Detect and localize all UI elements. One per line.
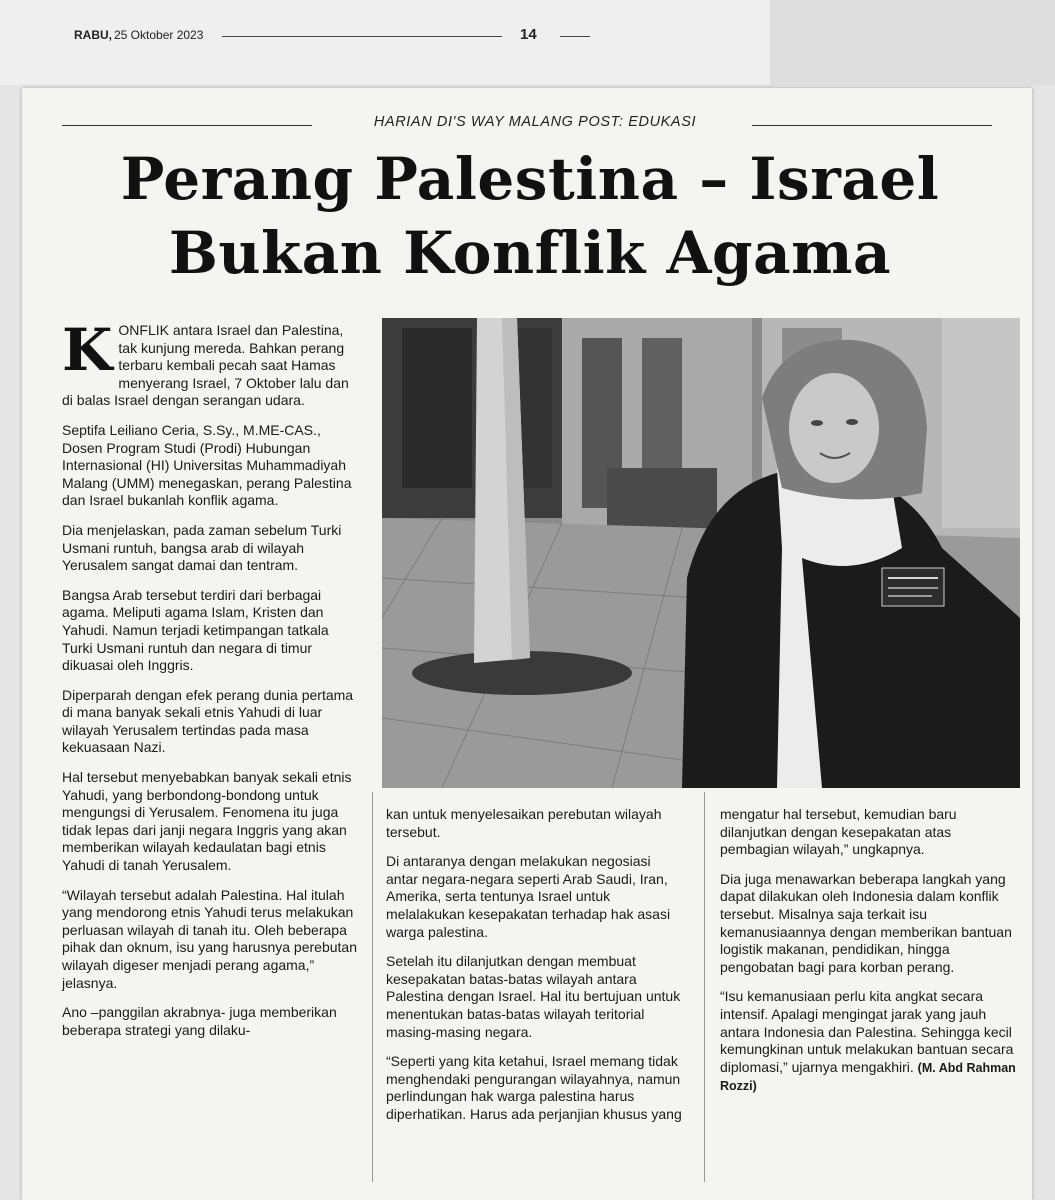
folio-rule-short <box>560 36 590 37</box>
paragraph: Hal tersebut menyebabkan banyak sekali etnis Yahudi, yang berbondong-bondong untuk mengungsi di Yerusalem. Fenomena itu juga tidak lepas dari janji negara Inggris yang akan memberikan wilayah kedaulatan bagi etnis Yahudi di tanah Yerusalem. <box>62 769 352 874</box>
paragraph: Di antaranya dengan melakukan negosiasi antar negara-negara seperti Arab Saudi, Iran, Amerika, serta tentunya Israel untuk melalakukan kesepakatan terhadap hak asasi warga palestina. <box>386 853 671 940</box>
rubric-rule-right <box>752 125 992 126</box>
headline-line-2: Bukan Konflik Agama <box>168 219 892 287</box>
paragraph: Ano –panggilan akrabnya- juga memberikan beberapa strategi yang dilaku- <box>62 1004 337 1038</box>
headline <box>60 142 1000 290</box>
paragraph: “Seperti yang kita ketahui, Israel memang tidak menghendaki pengurangan wilayahnya, namun perlindungan hak warga palestina harus diperhatikan. Harus ada perjanjian khusus yang <box>386 1053 682 1122</box>
drop-cap: K <box>62 316 113 384</box>
headline-line-1: Perang Palestina – Israel <box>120 145 940 213</box>
paragraph: Setelah itu dilanjutkan dengan membuat kesepakatan batas-batas wilayah antara Palestina dengan Israel. Hal itu bertujuan untuk menentukan batas-batas wilayah teritorial masing-masing negara. <box>386 953 681 1040</box>
article-column-1 <box>62 316 362 1051</box>
paragraph: “Wilayah tersebut adalah Palestina. Hal itulah yang mendorong etnis Yahudi terus melakukan perluasan wilayah di tanah itu. Oleh beberapa pihak dan oknum, isu yang harusnya perebutan wilayah digeser menjadi perang agama,” jelasnya. <box>62 886 357 991</box>
paragraph: Diperparah dengan efek perang dunia pertama di mana banyak sekali etnis Yahudi di luar wilayah Yerusalem tertindas pada masa kekuasaan Nazi. <box>62 686 354 756</box>
page-number: 14 <box>520 26 537 43</box>
closing-paragraph <box>720 988 1020 1096</box>
folio-rule <box>222 36 502 37</box>
folio-date: 25 Oktober 2023 <box>114 28 204 42</box>
paragraph: Dia juga menawarkan beberapa langkah yang dapat dilakukan oleh Indonesia dalam konflik tersebut. Misalnya saja terkait isu kemanusiaannya dengan memberikan bantuan logistik makanan, pendidikan, hingga pengobatan bagi para korban perang. <box>720 870 1012 975</box>
column-divider <box>372 792 373 1182</box>
folio-day: RABU, <box>74 28 112 42</box>
article-column-2 <box>386 806 682 1136</box>
paragraph-text: “Isu kemanusiaan perlu kita angkat secara intensif. Apalagi mengingat jarak yang jauh antara Indonesia dan Palestina. Sehingga kecil kemungkinan untuk melakukan bantuan secara diplomasi,” ujarnya mengakhiri. <box>720 988 1014 1075</box>
paragraph-text: ONFLIK antara Israel dan Palestina, tak kunjung mereda. Bahkan perang terbaru kembali pecah saat Hamas menyerang Israel, 7 Oktober lalu dan di balas Israel dengan serangan udara. <box>62 322 349 409</box>
paragraph: Dia menjelaskan, pada zaman sebelum Turki Usmani runtuh, bangsa arab di wilayah Yerusalem sangat damai dan tentram. <box>62 521 342 574</box>
article-photo <box>382 318 1020 788</box>
paragraph: kan untuk menyelesaikan perebutan wilayah tersebut. <box>386 806 662 840</box>
rubric-text: HARIAN DI'S WAY MALANG POST: EDUKASI <box>373 114 697 130</box>
section-rubric <box>62 114 1022 134</box>
paragraph: Septifa Leiliano Ceria, S.Sy., M.ME-CAS., Dosen Program Studi (Prodi) Hubungan Internasional (HI) Universitas Muhammadiyah Malang (UMM) menegaskan, perang Palestina dan Israel bukanlah konflik agama. <box>62 421 352 509</box>
page-shadow <box>770 0 1055 85</box>
folio-line <box>74 26 614 46</box>
paragraph: Bangsa Arab tersebut terdiri dari berbagai agama. Meliputi agama Islam, Kristen dan Yahudi. Namun terjadi ketimpangan tatkala Turki Usmani runtuh dan negara di timur dikuasai oleh Inggris. <box>62 586 329 674</box>
paragraph: mengatur hal tersebut, kemudian baru dilanjutkan dengan kesepakatan atas pembagian wilayah,” ungkapnya. <box>720 806 957 858</box>
lead-paragraph <box>62 316 362 410</box>
photo-illustration <box>382 318 1020 788</box>
article-column-3 <box>720 806 1020 1108</box>
rubric-rule-left <box>62 125 312 126</box>
column-divider <box>704 792 705 1182</box>
byline: (M. Abd Rahman Rozzi) <box>720 1060 1016 1094</box>
